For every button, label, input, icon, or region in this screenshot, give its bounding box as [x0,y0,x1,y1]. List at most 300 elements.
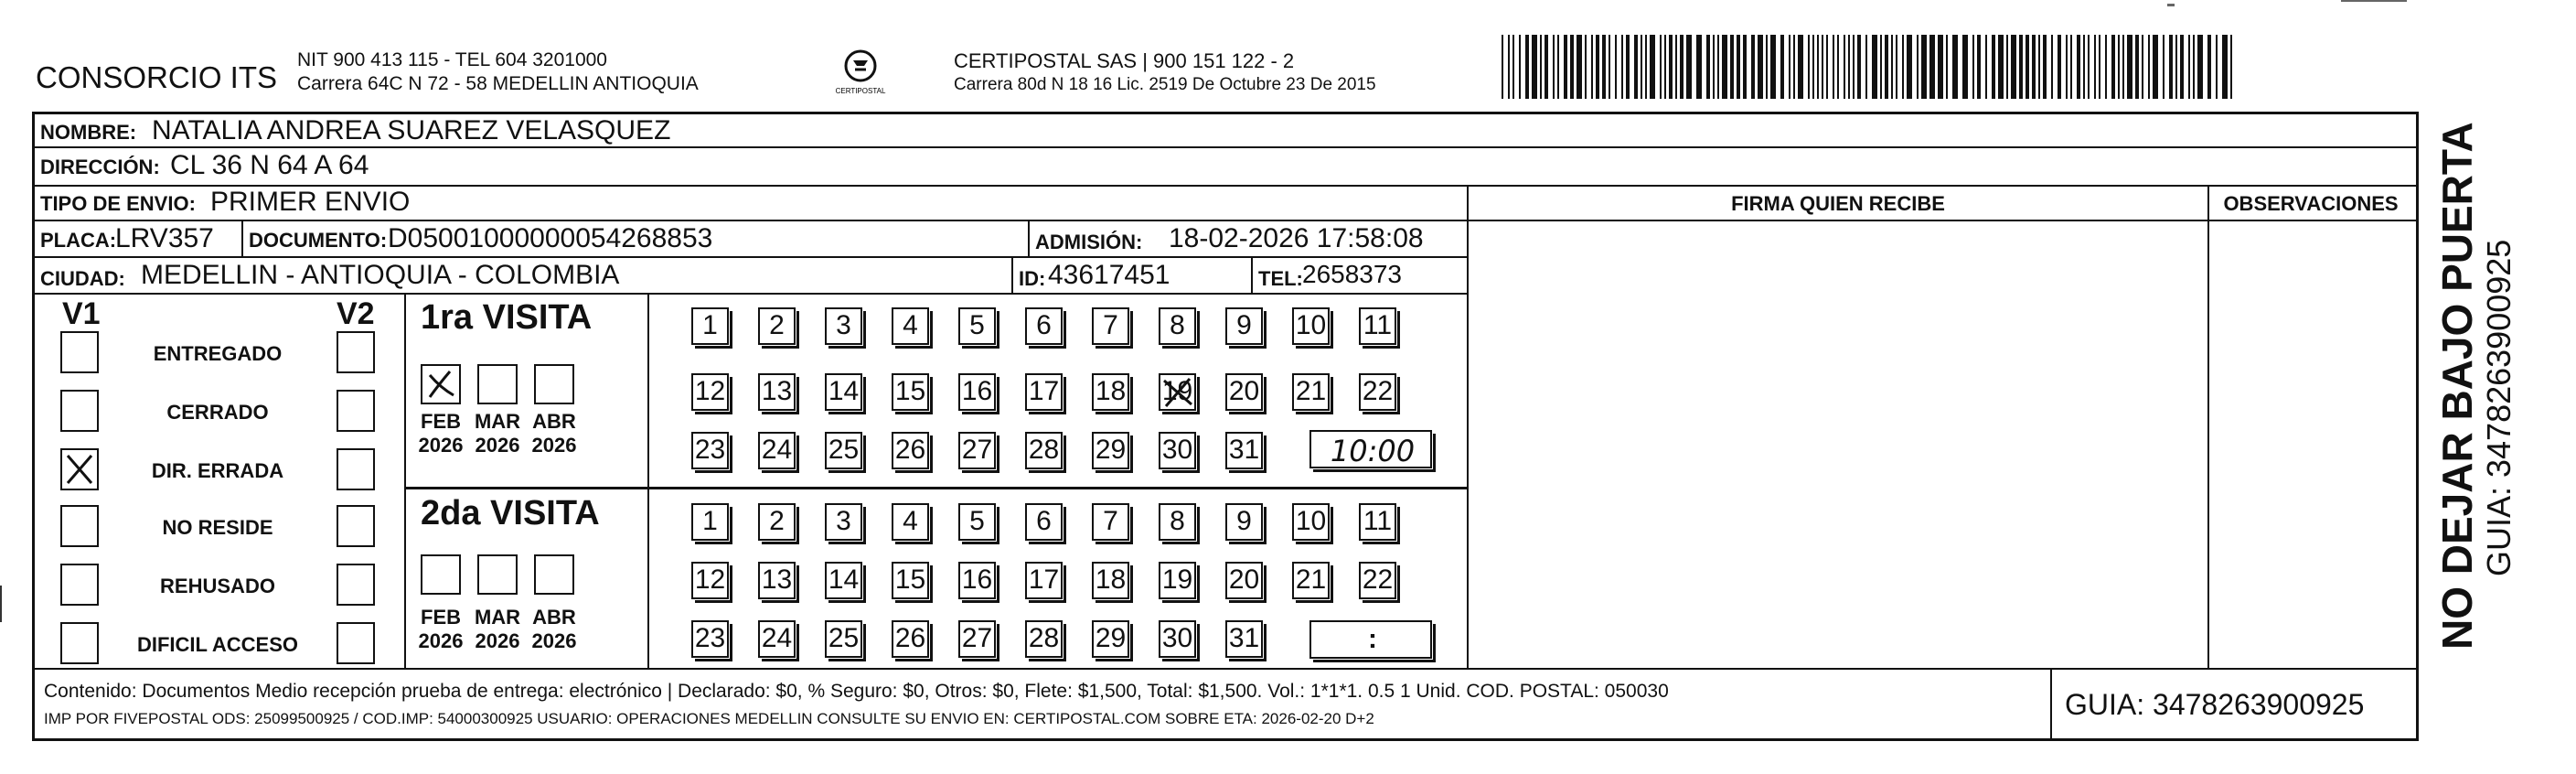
barcode-bar [1540,35,1542,99]
day-box[interactable] [825,373,862,411]
month-year: 2026 [475,434,520,457]
barcode-bar [2070,35,2072,99]
status-label: DIR. ERRADA [151,459,284,482]
day-number: 30 [1161,435,1193,465]
day-number: 26 [894,623,926,653]
barcode-bar [2142,35,2143,99]
nombre-value: NATALIA ANDREA SUAREZ VELASQUEZ [152,115,671,145]
status-label: NO RESIDE [162,516,273,539]
carrier-line-2: Carrera 80d N 18 16 Lic. 2519 De Octubre 23 De 2015 [954,75,1376,94]
day-box[interactable] [1292,503,1330,541]
status-row [35,448,401,494]
day-box[interactable] [691,562,729,599]
day-box[interactable] [958,432,996,469]
day-number: 31 [1228,435,1260,465]
v1-checkbox[interactable] [60,622,99,664]
day-box[interactable] [892,373,929,411]
day-number: 23 [694,623,726,653]
day-box[interactable] [1292,307,1330,345]
barcode-bar [1650,35,1655,99]
footer-line-1: Contenido: Documentos Medio recepción prueba de entrega: electrónico | Declarado: $0, % Seguro: $0, Otros: $0, Flete: $1,500, Total: $1,500. Vol.: 1*1*1. 0.5 1 Unid. COD. POSTAL: 050030 [44,681,1669,702]
day-box[interactable] [1225,307,1263,345]
barcode-bar [1826,35,1828,99]
barcode-bar [2006,35,2008,99]
day-number: 24 [761,623,793,653]
barcode-bar [1921,35,1927,99]
barcode-bar [1621,35,1623,99]
documento-label: DOCUMENTO: [249,229,388,252]
barcode-bar [1615,35,1617,99]
barcode-bar [1780,35,1784,99]
barcode-bar [2135,35,2139,99]
day-number: 12 [694,376,726,406]
barcode-bar [2066,35,2068,99]
day-box[interactable] [758,307,796,345]
barcode-bar [1696,35,1702,99]
barcode-bar [1660,35,1662,99]
status-label: ENTREGADO [153,342,283,365]
day-number: 6 [1036,310,1052,340]
day-box[interactable] [1159,562,1196,599]
day-number: 22 [1362,376,1394,406]
day-number: 13 [761,564,793,595]
footer-guia: GUIA: 3478263900925 [2065,688,2365,721]
day-box[interactable] [1225,503,1263,541]
barcode-bar [1645,35,1647,99]
barcode-bar [2222,35,2228,99]
nombre-label: NOMBRE: [40,121,137,144]
barcode-bar [1680,35,1683,99]
barcode-bar [1545,35,1548,99]
barcode-bar [2207,35,2211,99]
barcode-bar [1626,35,1630,99]
status-row [35,390,401,435]
day-box[interactable] [691,432,729,469]
barcode-bar [1751,35,1755,99]
day-box[interactable] [892,503,929,541]
day-number: 15 [894,564,926,595]
visit-2-title: 2da VISITA [421,494,600,532]
barcode-bar [1998,35,2004,99]
barcode-bar [1525,35,1529,99]
day-box[interactable] [825,503,862,541]
barcode-bar [1798,35,1803,99]
barcode-bar [2043,35,2047,99]
day-box[interactable] [1025,307,1063,345]
barcode-bar [2180,35,2184,99]
day-number: 1 [702,310,718,340]
day-number: 16 [961,564,993,595]
barcode-bar [1730,35,1734,99]
barcode-bar [1844,35,1845,99]
barcode-bar [1789,35,1790,99]
day-number: 16 [961,376,993,406]
barcode-bar [2088,35,2090,99]
v1-checkbox[interactable] [60,390,99,432]
day-number: 21 [1295,376,1327,406]
firma-header: FIRMA QUIEN RECIBE [1731,192,1945,215]
barcode-bar [1907,35,1912,99]
barcode-bar [2111,35,2115,99]
status-row [35,622,401,668]
v1-checkbox[interactable] [60,331,99,373]
day-number: 3 [836,506,851,536]
barcode-bar [1634,35,1638,99]
visit-1-time[interactable] [1309,430,1432,468]
tel-label: TEL: [1258,267,1303,290]
barcode-bar [2230,35,2232,99]
month-label: MAR [474,410,521,433]
visit-2-time[interactable] [1309,620,1432,659]
day-number: 5 [969,310,985,340]
visit-1-title: 1ra VISITA [421,298,593,337]
day-number: 24 [761,435,793,465]
v2-checkbox[interactable] [337,448,375,490]
observaciones-header: OBSERVACIONES [2223,192,2399,215]
day-box[interactable] [958,307,996,345]
status-row [35,331,401,377]
status-label: DIFICIL ACCESO [136,633,298,656]
day-box[interactable] [892,562,929,599]
documento-value: D05001000000054268853 [388,223,713,253]
header [32,46,1513,105]
barcode-bar [1972,35,1974,99]
day-box[interactable] [1225,432,1263,469]
day-box[interactable] [892,432,929,469]
day-box[interactable] [1225,562,1263,599]
day-box[interactable] [1025,373,1063,411]
day-box[interactable] [1225,373,1263,411]
day-box[interactable] [958,373,996,411]
barcode-bar [2148,35,2150,99]
month-label: FEB [421,410,461,433]
month-label: ABR [532,410,576,433]
month-year: 2026 [418,629,464,652]
day-number: 20 [1228,376,1260,406]
edge-mark [2167,4,2175,6]
day-number: 4 [903,506,918,536]
day-box[interactable] [892,620,929,658]
barcode [1502,35,2238,99]
barcode-bar [1770,35,1776,99]
barcode-bar [1706,35,1710,99]
status-label: REHUSADO [160,575,275,597]
barcode-bar [1812,35,1814,99]
day-box[interactable] [958,562,996,599]
day-number: 25 [828,623,860,653]
barcode-bar [1917,35,1919,99]
day-number: 28 [1028,435,1060,465]
day-number: 29 [1095,435,1127,465]
day-number: 27 [961,623,993,653]
barcode-bar [1570,35,1574,99]
status-label: CERRADO [166,401,269,424]
month-checkbox[interactable] [421,364,461,404]
v1-checkbox[interactable] [60,448,99,490]
month-year: 2026 [418,434,464,457]
barcode-bar [1577,35,1582,99]
day-box[interactable] [1159,503,1196,541]
v2-checkbox[interactable] [337,622,375,664]
day-box[interactable] [1025,620,1063,658]
day-box[interactable] [825,620,862,658]
month-year: 2026 [475,629,520,652]
day-number: 31 [1228,623,1260,653]
day-box[interactable] [1359,307,1396,345]
tipo-value: PRIMER ENVIO [210,187,411,217]
barcode-bar [2083,35,2085,99]
barcode-bar [2099,35,2100,99]
barcode-bar [2011,35,2016,99]
barcode-bar [1686,35,1692,99]
barcode-bar [1992,35,1995,99]
carrier-line-1: CERTIPOSTAL SAS | 900 151 122 - 2 [954,49,1295,72]
barcode-bar [2169,35,2173,99]
day-box[interactable] [1359,503,1396,541]
barcode-bar [2175,35,2177,99]
side-guia-text: GUIA: 3478263900925 [2480,239,2517,576]
barcode-bar [1902,35,1904,99]
admision-label: ADMISIÓN: [1035,231,1143,253]
id-value: 43617451 [1048,260,1170,290]
day-box[interactable] [825,562,862,599]
day-box[interactable] [1159,432,1196,469]
day-number: 2 [769,506,785,536]
barcode-bar [2163,35,2164,99]
barcode-bar [1938,35,1943,99]
barcode-bar [1553,35,1555,99]
v2-checkbox[interactable] [337,564,375,606]
barcode-bar [2122,35,2124,99]
admision-value: 18-02-2026 17:58:08 [1169,223,1424,253]
day-box[interactable] [1025,432,1063,469]
barcode-bar [1848,35,1850,99]
company-line-1: NIT 900 413 115 - TEL 604 3201000 [297,49,607,70]
day-box[interactable] [1092,503,1129,541]
day-number: 19 [1161,564,1193,595]
day-box[interactable] [1159,620,1196,658]
day-box[interactable] [892,307,929,345]
day-number: 7 [1103,310,1118,340]
day-number: 28 [1028,623,1060,653]
barcode-bar [2077,35,2080,99]
visit-2 [404,487,1467,668]
month-checkbox[interactable] [477,364,518,404]
day-mark [1160,375,1195,418]
barcode-bar [1641,35,1642,99]
barcode-bar [1853,35,1855,99]
barcode-bar [1817,35,1819,99]
barcode-bar [1743,35,1747,99]
day-box[interactable] [1292,373,1330,411]
v2-checkbox[interactable] [337,331,375,373]
footer [35,668,2416,740]
barcode-bar [1946,35,1948,99]
barcode-bar [2032,35,2036,99]
day-box[interactable] [1092,562,1129,599]
barcode-bar [1833,35,1834,99]
placa-label: PLACA: [40,229,117,252]
month-label: MAR [474,606,521,629]
day-box[interactable] [1292,562,1330,599]
barcode-bar [1737,35,1740,99]
barcode-bar [2127,35,2132,99]
day-box[interactable] [1025,503,1063,541]
day-number: 18 [1095,564,1127,595]
barcode-bar [1557,35,1559,99]
barcode-bar [2051,35,2053,99]
day-box[interactable] [1025,562,1063,599]
row-direccion [35,146,2416,187]
day-box[interactable] [1092,307,1129,345]
barcode-bar [2118,35,2120,99]
day-box[interactable] [758,620,796,658]
firma-column [1467,185,2209,668]
day-number: 12 [694,564,726,595]
barcode-bar [1837,35,1839,99]
month-checkbox[interactable] [534,554,574,595]
day-number: 14 [828,376,860,406]
month-checkbox[interactable] [534,364,574,404]
barcode-bar [2026,35,2029,99]
day-box[interactable] [758,432,796,469]
day-number: 13 [761,376,793,406]
barcode-bar [1675,35,1677,99]
logo-caption: CERTIPOSTAL [835,87,886,95]
barcode-bar [2105,35,2107,99]
day-box[interactable] [1159,307,1196,345]
day-number: 9 [1236,506,1252,536]
day-box[interactable] [758,562,796,599]
id-label: ID: [1019,267,1046,290]
day-number: 3 [836,310,851,340]
v2-checkbox[interactable] [337,390,375,432]
day-number: 23 [694,435,726,465]
day-box[interactable] [825,432,862,469]
barcode-bar [1896,35,1897,99]
status-block [35,293,406,668]
day-box[interactable] [1225,620,1263,658]
day-box[interactable] [1092,620,1129,658]
barcode-bar [1512,35,1514,99]
day-number: 11 [1363,506,1393,536]
edge-mark [2341,0,2407,2]
barcode-bar [1596,35,1599,99]
barcode-bar [1609,35,1610,99]
day-number: 6 [1036,506,1052,536]
day-number: 26 [894,435,926,465]
placa-value: LRV357 [115,223,214,253]
company-name: CONSORCIO ITS [36,60,278,94]
row-ciudad [35,256,1467,295]
day-box[interactable] [958,503,996,541]
barcode-bar [1962,35,1968,99]
day-box[interactable] [758,373,796,411]
tipo-label: TIPO DE ENVIO: [40,192,196,215]
day-box[interactable] [825,307,862,345]
side-warning-text: NO DEJAR BAJO PUERTA [2433,122,2481,650]
barcode-bar [2058,35,2061,99]
v1-header: V1 [62,296,101,331]
barcode-bar [1766,35,1768,99]
v2-checkbox[interactable] [337,505,375,547]
day-number: 4 [903,310,918,340]
day-number: 17 [1028,376,1060,406]
day-number: 8 [1170,310,1185,340]
barcode-bar [2153,35,2158,99]
barcode-bar [1713,35,1715,99]
day-number: 2 [769,310,785,340]
barcode-bar [1664,35,1666,99]
day-box[interactable] [958,620,996,658]
day-number: 7 [1103,506,1118,536]
status-row [35,505,401,551]
day-box[interactable] [1359,562,1396,599]
barcode-bar [1758,35,1763,99]
day-number: 10 [1295,310,1327,340]
barcode-bar [2094,35,2096,99]
day-number: 27 [961,435,993,465]
side-guia [2480,240,2518,576]
day-number: 15 [894,376,926,406]
day-box[interactable] [1359,373,1396,411]
barcode-bar [1585,35,1587,99]
day-box[interactable] [1092,373,1129,411]
visit-1 [404,293,1467,489]
barcode-bar [2038,35,2040,99]
day-box[interactable] [1092,432,1129,469]
direccion-label: DIRECCIÓN: [40,156,160,178]
barcode-bar [1977,35,1981,99]
visit-2-time-value: : [1368,624,1377,654]
barcode-bar [1532,35,1537,99]
day-box[interactable] [1159,373,1196,411]
barcode-bar [2193,35,2195,99]
day-box[interactable] [691,620,729,658]
barcode-bar [1857,35,1861,99]
day-box[interactable] [691,503,729,541]
barcode-bar [1793,35,1795,99]
month-checkbox[interactable] [477,554,518,595]
barcode-bar [1891,35,1893,99]
day-number: 20 [1228,564,1260,595]
barcode-bar [1808,35,1810,99]
footer-line-2: IMP POR FIVEPOSTAL ODS: 25099500925 / COD.IMP: 54000300925 USUARIO: OPERACIONES MEDELLIN CONSULTE SU ENVIO EN: CERTIPOSTAL.COM SOBRE ETA: 2026-02-20 D+2 [44,710,1374,727]
month-year: 2026 [531,434,577,457]
barcode-bar [1591,35,1593,99]
barcode-bar [1508,35,1510,99]
barcode-bar [2019,35,2023,99]
day-number: 9 [1236,310,1252,340]
day-number: 21 [1295,564,1327,595]
v1-checkbox[interactable] [60,564,99,606]
row-tipo [35,185,1467,221]
month-checkbox[interactable] [421,554,461,595]
barcode-bar [1669,35,1673,99]
day-box[interactable] [691,307,729,345]
day-box[interactable] [691,373,729,411]
month-year: 2026 [531,629,577,652]
day-number: 1 [702,506,718,536]
v1-checkbox[interactable] [60,505,99,547]
day-box[interactable] [758,503,796,541]
side-warning [2432,122,2482,650]
barcode-bar [1519,35,1521,99]
observaciones-column [2206,185,2416,668]
day-number: 17 [1028,564,1060,595]
barcode-bar [1822,35,1823,99]
barcode-bar [1872,35,1877,99]
